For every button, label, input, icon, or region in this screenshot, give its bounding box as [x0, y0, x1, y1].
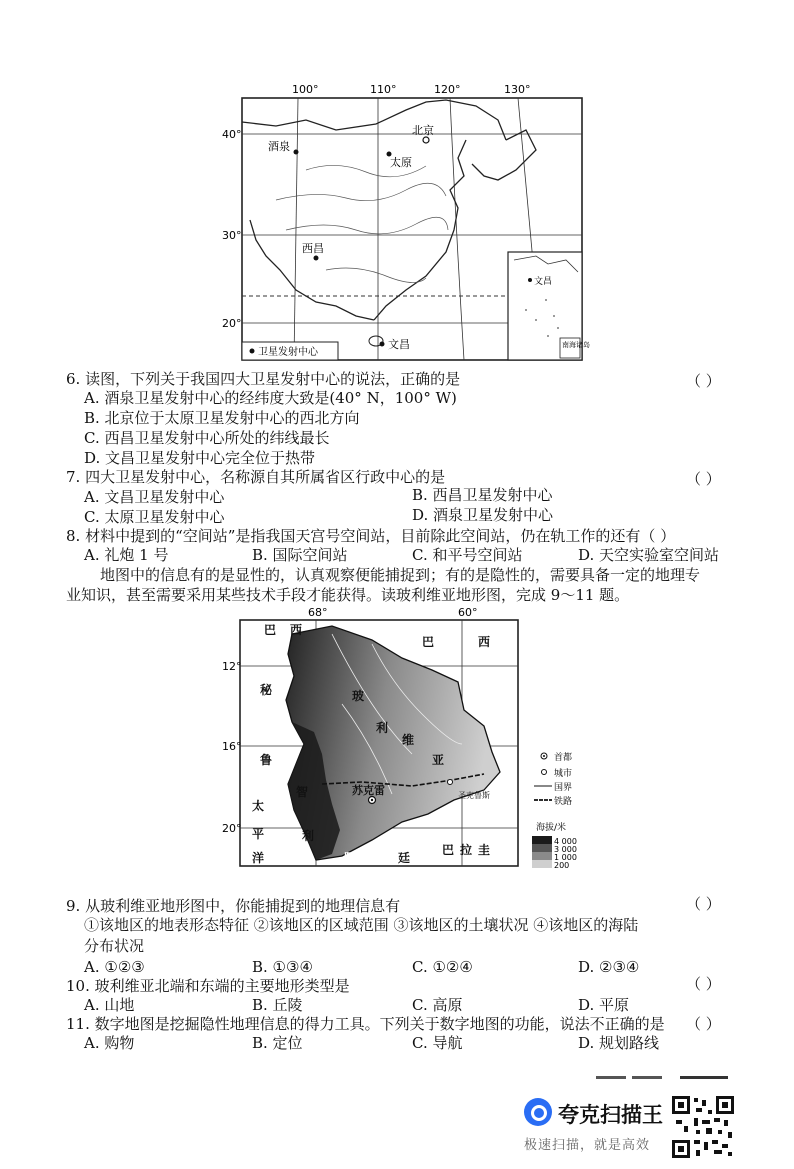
svg-text:首都: 首都 [554, 753, 573, 763]
map-label: 拉 [460, 843, 473, 857]
question-8-option-a: A. 礼炮 1 号 [84, 546, 169, 564]
map-label: 利 [376, 721, 389, 735]
question-7-stem: 7. 四大卫星发射中心，名称源自其所属省区行政中心的是 [66, 468, 446, 486]
jiuquan-marker [294, 150, 299, 155]
city-label: 酒泉 [268, 140, 290, 153]
question-9-stem: 9. 从玻利维亚地形图中，你能捕捉到的地理信息有 [66, 897, 401, 915]
map-label: 巴 [442, 843, 455, 857]
question-9-option-d: D. ②③④ [578, 958, 640, 976]
map-label: 鲁 [260, 753, 273, 767]
question-10-stem: 10. 玻利维亚北端和东端的主要地形类型是 [66, 977, 350, 995]
lat-label: 30° [222, 229, 242, 242]
quark-logo-icon [524, 1098, 552, 1126]
lon-label: 68° [308, 606, 328, 619]
map-label: 西 [478, 635, 491, 649]
map-label: 平 [252, 827, 265, 841]
question-6-stem: 6. 读图，下列关于我国四大卫星发射中心的说法，正确的是 [66, 370, 461, 388]
map-label: 阿 [344, 851, 357, 865]
svg-text:铁路: 铁路 [554, 797, 573, 807]
svg-text:200: 200 [554, 861, 570, 870]
svg-text:4 000: 4 000 [554, 837, 577, 846]
map-label: 巴 [264, 623, 277, 637]
city-label: 北京 [412, 124, 434, 137]
lat-label: 20° [222, 822, 242, 835]
watermark-slogan: 极速扫描，就是高效 [524, 1137, 651, 1152]
map-label: 巴 [422, 635, 435, 649]
intro-line-2: 业知识，甚至需要采用某些技术手段才能获得。读玻利维亚地形图，完成 9～11 题。 [66, 586, 630, 604]
map-label: 维 [402, 733, 415, 747]
map-label: 根 [372, 851, 385, 865]
wenchang-marker [380, 342, 385, 347]
question-8-option-b: B. 国际空间站 [252, 546, 348, 564]
svg-text:海拔/米: 海拔/米 [536, 823, 567, 833]
map-label: 亚 [432, 753, 445, 767]
question-10-option-b: B. 丘陵 [252, 996, 303, 1014]
lat-label: 12° [222, 660, 242, 673]
map-label: 洋 [252, 851, 265, 865]
map-label: 廷 [398, 851, 411, 865]
question-9-option-b: B. ①③④ [252, 958, 313, 976]
map-label: 玻 [352, 689, 365, 703]
question-11-stem: 11. 数字地图是挖掘隐性地理信息的得力工具。下列关于数字地图的功能，说法不正确的是 [66, 1015, 665, 1033]
question-9-statements-cont: 分布状况 [84, 937, 145, 955]
intro-line-1: 地图中的信息有的是显性的，认真观察便能捕捉到；有的是隐性的，需要具备一定的地理专 [100, 566, 701, 584]
bolivia-topo-map [222, 604, 602, 868]
inset-label: 南海诸岛 [562, 341, 590, 349]
lon-label: 130° [504, 83, 531, 96]
map-label: 智 [296, 785, 309, 799]
question-10-option-d: D. 平原 [578, 996, 630, 1014]
svg-text:1 000: 1 000 [554, 853, 577, 862]
lat-label: 20° [222, 317, 242, 330]
city-label: 文昌 [388, 338, 410, 351]
question-9-option-a: A. ①②③ [84, 958, 145, 976]
question-8-stem: 8. 材料中提到的“空间站”是指我国天宫号空间站，目前除此空间站，仍在轨工作的还有（ ） [66, 527, 676, 545]
question-7-option-a: A. 文昌卫星发射中心 [84, 488, 225, 506]
question-7-option-b: B. 西昌卫星发射中心 [412, 486, 553, 504]
answer-blank[interactable]: （ ） [686, 1015, 721, 1033]
bolivia-map-legend [532, 751, 577, 870]
question-11-option-d: D. 规划路线 [578, 1034, 660, 1052]
question-7-option-c: C. 太原卫星发射中心 [84, 508, 225, 526]
map-label: 秘 [260, 683, 273, 697]
question-9-option-c: C. ①②④ [412, 958, 473, 976]
answer-blank[interactable]: （ ） [686, 372, 721, 390]
question-6-option-a: A. 酒泉卫星发射中心的经纬度大致是(40° N，100° W) [84, 389, 457, 407]
question-8-option-c: C. 和平号空间站 [412, 546, 523, 564]
svg-text:城市: 城市 [554, 769, 573, 779]
question-11-option-b: B. 定位 [252, 1034, 303, 1052]
inset-city: 文昌 [534, 277, 553, 287]
question-11-option-c: C. 导航 [412, 1034, 463, 1052]
question-10-option-a: A. 山地 [84, 996, 135, 1014]
answer-blank[interactable]: （ ） [686, 975, 721, 993]
lat-label: 40° [222, 128, 242, 141]
svg-text:3 000: 3 000 [554, 845, 577, 854]
question-8-option-d: D. 天空实验室空间站 [578, 546, 720, 564]
map-label: 圭 [478, 843, 491, 857]
watermark-brand: 夸克扫描王 [558, 1104, 663, 1127]
lat-label: 16° [222, 740, 242, 753]
city-label: 西昌 [302, 242, 324, 255]
map-label: 西 [290, 623, 303, 637]
scan-artifact [596, 1076, 732, 1080]
question-11-option-a: A. 购物 [84, 1034, 135, 1052]
lon-label: 110° [370, 83, 397, 96]
city-label: 太原 [390, 156, 412, 169]
question-10-option-c: C. 高原 [412, 996, 463, 1014]
question-9-statements: ①该地区的地表形态特征 ②该地区的区域范围 ③该地区的土壤状况 ④该地区的海陆 [84, 916, 639, 934]
answer-blank[interactable]: （ ） [686, 895, 721, 913]
question-6-option-d: D. 文昌卫星发射中心完全位于热带 [84, 449, 316, 467]
legend-label: 卫星发射中心 [258, 347, 318, 358]
map-label: 太 [252, 799, 265, 813]
xichang-marker [314, 256, 319, 261]
city-label: 苏克雷 [352, 784, 385, 797]
lon-label: 60° [458, 606, 478, 619]
question-6-option-c: C. 西昌卫星发射中心所处的纬线最长 [84, 429, 330, 447]
city-label: 圣克鲁斯 [458, 791, 490, 800]
question-6-option-b: B. 北京位于太原卫星发射中心的西北方向 [84, 409, 360, 427]
china-launch-map [222, 80, 590, 362]
svg-text:国界: 国界 [554, 783, 573, 793]
lon-label: 100° [292, 83, 319, 96]
question-7-option-d: D. 酒泉卫星发射中心 [412, 506, 554, 524]
beijing-marker [423, 137, 429, 143]
qr-code-icon [672, 1096, 734, 1158]
lon-label: 120° [434, 83, 461, 96]
answer-blank[interactable]: （ ） [686, 470, 721, 488]
map-label: 利 [302, 829, 315, 843]
